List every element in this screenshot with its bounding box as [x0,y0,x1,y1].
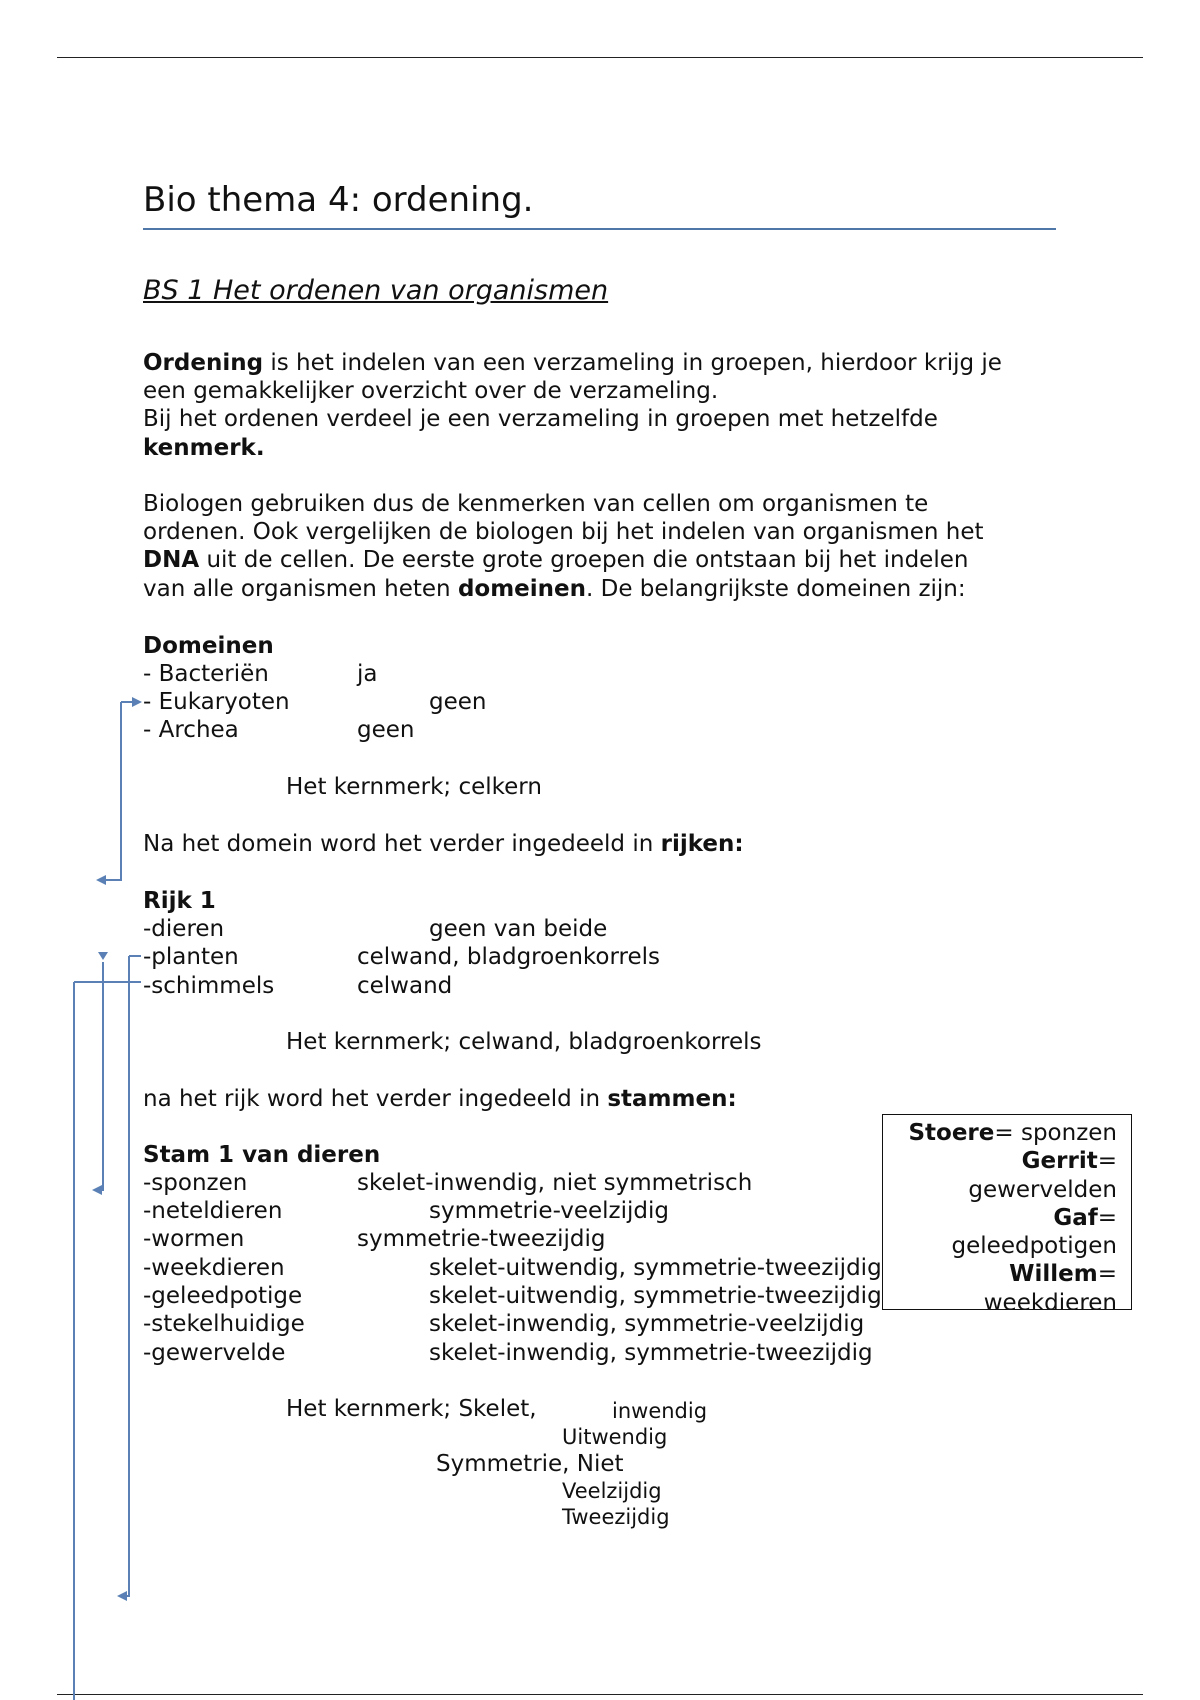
stam-kenmerk-label: Het kernmerk; Skelet, [286,1396,537,1422]
domein-value: ja [357,661,378,687]
connector-dieren [96,962,103,1190]
intro-line-3: Bij het ordenen verdeel je een verzameling in groepen met hetzelfde [143,406,938,432]
rijk-value: celwand [357,973,453,999]
title-underline [143,228,1056,230]
rijk-name: -planten [143,944,239,970]
connector-eukaryoten [100,702,121,880]
rijken-intro: Na het domein word het verder ingedeeld in rijken: [143,831,744,857]
intro-line-2: een gemakkelijker overzicht over de verzameling. [143,378,719,404]
stam-name: -gewervelde [143,1340,286,1366]
stam-value: skelet-inwendig, symmetrie-tweezijdig [429,1340,873,1366]
stam-name: -geleedpotige [143,1283,303,1309]
mnemonic-text: Stoere= sponzen Gerrit= gewervelden Gaf= geleedpotigen Willem= weekdieren [908,1120,1117,1310]
para2-line-1: Biologen gebruiken dus de kenmerken van cellen om organismen te [143,491,929,517]
domein-name: - Archea [143,717,239,743]
footer-rule [57,1694,1143,1695]
arrow-head [92,1185,102,1195]
rijk-kenmerk: Het kernmerk; celwand, bladgroenkorrels [286,1029,762,1055]
domein-value: geen [357,717,415,743]
connector-planten [122,956,129,1596]
symmetrie-option: Veelzijdig [562,1479,662,1503]
stam-name: -weekdieren [143,1255,285,1281]
arrow-head [96,875,106,885]
domeinen-heading: Domeinen [143,633,274,659]
skelet-option: inwendig [612,1399,708,1423]
stam-name: -sponzen [143,1170,248,1196]
stam-name: -stekelhuidige [143,1311,305,1337]
rijk-value: geen van beide [429,916,608,942]
symmetrie-label: Symmetrie, Niet [436,1451,624,1477]
rijk-name: -schimmels [143,973,275,999]
stam-value: skelet-inwendig, niet symmetrisch [357,1170,753,1196]
domein-name: - Eukaryoten [143,689,290,715]
stam-value: symmetrie-tweezijdig [357,1226,606,1252]
arrow-head [132,697,142,707]
mnemonic-box [882,1114,1132,1310]
stam-value: skelet-uitwendig, symmetrie-tweezijdig [429,1283,882,1309]
stam-heading: Stam 1 van dieren [143,1142,381,1168]
stammen-intro: na het rijk word het verder ingedeeld in stammen: [143,1086,737,1112]
domeinen-kenmerk: Het kernmerk; celkern [286,774,542,800]
rijk-value: celwand, bladgroenkorrels [357,944,661,970]
stam-name: -wormen [143,1226,245,1252]
header-rule [57,57,1143,58]
rijk-heading: Rijk 1 [143,888,216,914]
para2-line-3: DNA uit de cellen. De eerste grote groepen die ontstaan bij het indelen [143,547,969,573]
stam-name: -neteldieren [143,1198,283,1224]
domein-name: - Bacteriën [143,661,269,687]
skelet-option: Uitwendig [562,1425,668,1449]
para2-line-2: ordenen. Ook vergelijken de biologen bij het indelen van organismen het [143,519,984,545]
page-title: Bio thema 4: ordening. [143,180,534,220]
stam-value: skelet-inwendig, symmetrie-veelzijdig [429,1311,865,1337]
para2-line-4: van alle organismen heten domeinen. De belangrijkste domeinen zijn: [143,576,966,602]
stam-value: symmetrie-veelzijdig [429,1198,669,1224]
rijk-name: -dieren [143,916,225,942]
arrow-head [117,1591,127,1601]
section-subtitle: BS 1 Het ordenen van organismen [143,275,609,306]
symmetrie-option: Tweezijdig [562,1505,670,1529]
intro-line-1: Ordening is het indelen van een verzameling in groepen, hierdoor krijg je [143,350,1002,376]
intro-line-4: kenmerk. [143,435,265,461]
stam-value: skelet-uitwendig, symmetrie-tweezijdig [429,1255,882,1281]
domein-value: geen [429,689,487,715]
arrow-head [98,952,108,960]
